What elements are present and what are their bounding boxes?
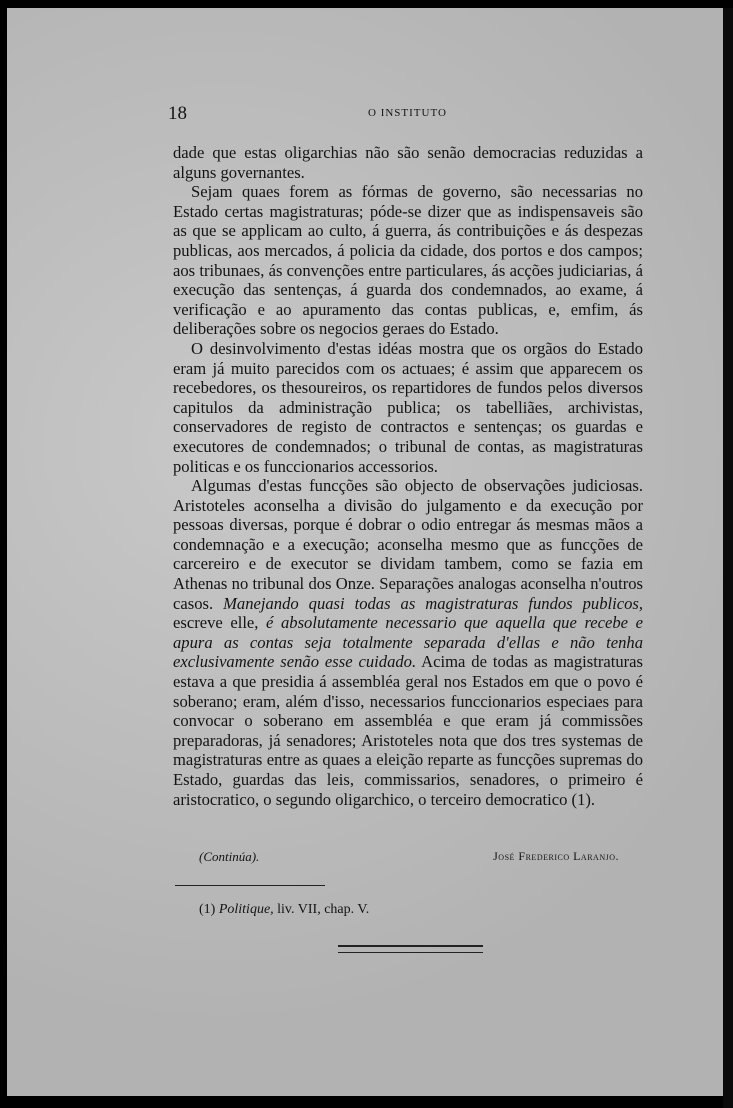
footnote [199,902,369,918]
paragraph-text: Algumas d'estas funcções são objecto de observações judiciosas. Aristoteles aconselha a divisão do julgamento e da execução por pessoas diversas, porque é dobrar o odio entregar ás mesmas mãos a condemnação e a execução; aconselha mesmo que as funcções de carcereiro e de executor se dividam tambem, como se fazia em Athenas no tribunal dos Onze. Separações analogas aconselha n'outros casos. [173,476,643,613]
footnote-ref: liv. VII, chap. V. [277,902,370,917]
footnote-marker: (1) [199,902,216,917]
scan-edge [723,8,733,1108]
page-header [168,103,643,125]
italic-quote: Manejando quasi todas as magistraturas fundos publicos, [223,593,643,613]
footnote-title: Politique, [218,902,274,917]
article-body [173,143,643,809]
paragraph-text: escreve elle, [173,613,267,633]
signature-row [173,849,643,867]
author-name: José Frederico Laranjo. [493,849,619,863]
end-rule [338,952,483,953]
paragraph: O desinvolvimento d'estas idéas mostra que os orgãos do Estado eram já muito parecidos com os actuaes; é assim que apparecem os recebedores, os thesoureiros, os repartidores de fundos pelos diversos capitulos da administração publica; os tabelliães, archivistas, conservadores de registo de contractos e sentenças; os guardas e executores de condemnados; o tribunal de contas, as magistraturas politicas e os funccionarios accessorios. [173,338,643,476]
paragraph: Sejam quaes forem as fórmas de governo, são necessarias no Estado certas magistraturas; póde-se dizer que as indispensaveis são as que se applicam ao culto, á guerra, ás contribuições e ás despezas publicas, aos mercados, á policia da cidade, dos portos e dos campos; aos tribunaes, ás convenções entre particulares, ás acções judiciarias, á execução das sentenças, á guarda dos condemnados, ao exame, á verificação e ao apuramento das contas publicas, e, emfim, ás deliberações sobre os negocios geraes do Estado. [173,182,643,339]
paragraph: dade que estas oligarchias não são senão democracias reduzidas a alguns governantes. [173,143,643,182]
paragraph-text: Acima de todas as magistraturas estava a que presidia á assembléa geral nos Estados em que o povo é soberano; eram, além d'isso, necessarios funccionarios especiaes para convocar o soberano em assembléa e que eram já commissões preparadoras, já senadores; Aristoteles nota que dos tres systemas de magistraturas entre as quaes a eleição reparte as funcções supremas do Estado, guardas das leis, commissarios, senadores, o primeiro é aristocratico, o segundo oligarchico, o terceiro democratico (1). [173,652,644,809]
end-rule [338,945,483,947]
footnote-divider [175,885,325,886]
page-number: 18 [168,103,187,124]
italic-quote: é absolutamente necessario que aquella que recebe e apura as contas seja totalmente separada d'ellas e não tenha exclusivamente senão esse cuidado. [173,613,644,672]
continua-note: (Continúa). [199,849,260,864]
running-title: O INSTITUTO [368,107,447,119]
paragraph [173,476,643,809]
